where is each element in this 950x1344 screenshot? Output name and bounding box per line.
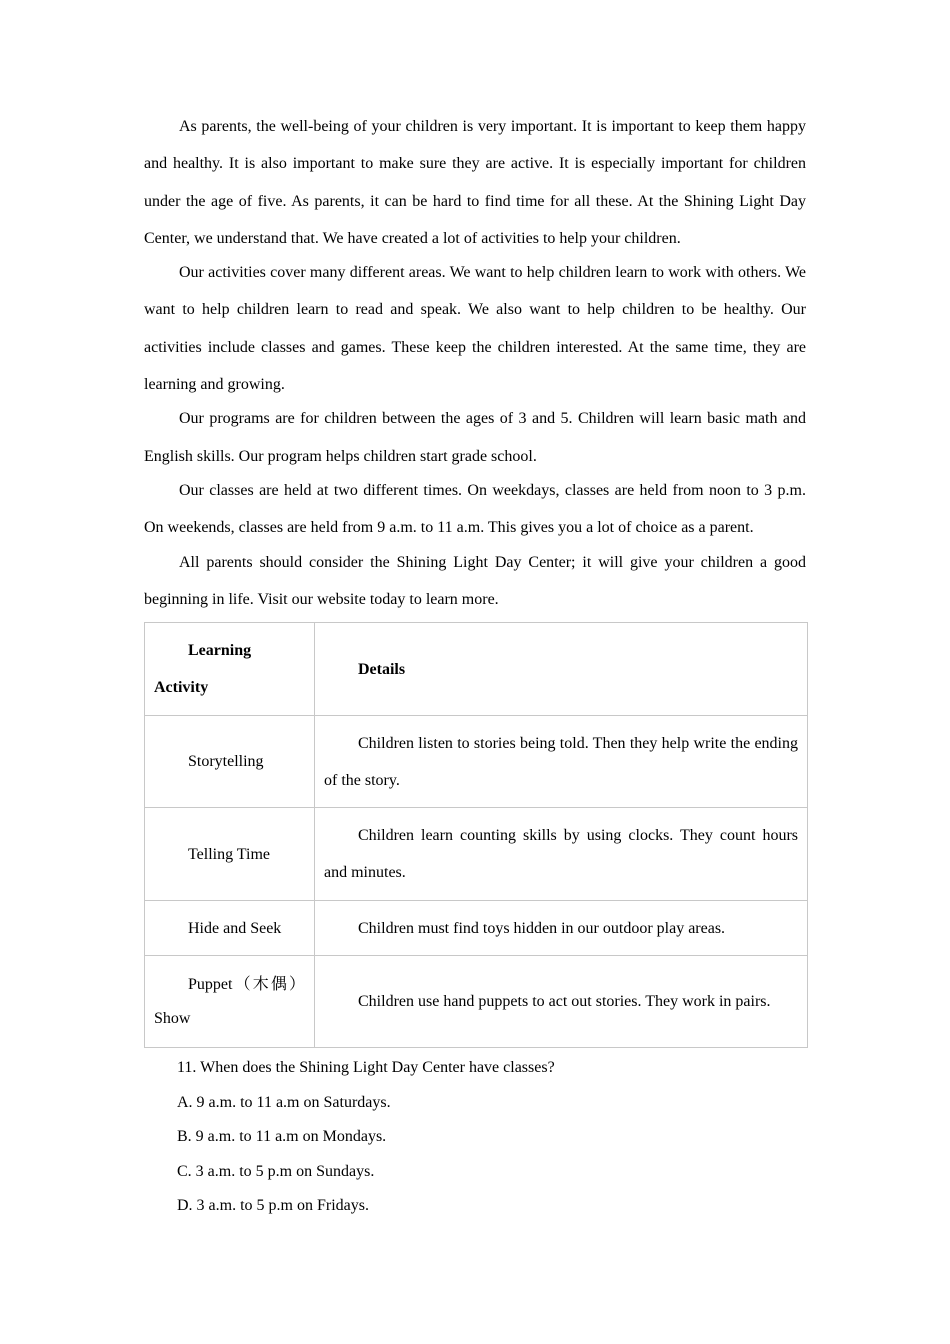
table-row [145,716,808,808]
activity-name: Puppet（木偶）Show [154,975,305,1027]
activity-details: Children use hand puppets to act out stories. They work in pairs. [358,993,771,1011]
answer-option-a[interactable]: A. 9 a.m. to 11 a.m on Saturdays. [177,1093,391,1111]
passage-paragraph-1: As parents, the well-being of your children is very important. It is important to keep them happy and healthy. It is also important to make sure they are active. It is especially important for children under the age of five. As parents, it can be hard to find time for all these. At the Shining Light Day Center, we understand that. We have created a lot of activities to help your children. [144,118,806,247]
passage-paragraph-5: All parents should consider the Shining Light Day Center; it will give your children a good beginning in life. Visit our website today to learn more. [144,553,806,608]
answer-option-c[interactable]: C. 3 a.m. to 5 p.m on Sundays. [177,1162,375,1180]
answer-option-d[interactable]: D. 3 a.m. to 5 p.m on Fridays. [177,1197,369,1215]
table-row [145,956,808,1048]
question-stem: 11. When does the Shining Light Day Center have classes? [177,1059,555,1077]
header-cell [145,623,315,716]
question-block [144,1051,806,1224]
details-cell [315,901,808,956]
passage-paragraph-3: Our programs are for children between the ages of 3 and 5. Children will learn basic math and English skills. Our program helps children start grade school. [144,410,806,465]
header-details: Details [358,660,406,678]
activities-table [144,622,808,1048]
activity-cell [145,901,315,956]
activity-details: Children learn counting skills by using clocks. They count hours and minutes. [324,827,798,882]
activity-name: Hide and Seek [188,919,282,937]
header-cell [315,623,808,716]
passage-paragraph-2: Our activities cover many different areas. We want to help children learn to work with others. We want to help children learn to read and speak. We also want to help children to be healthy. Our activities include classes and games. These keep the children interested. At the same time, they are learning and growing. [144,264,806,394]
details-cell [315,808,808,901]
table-row [145,808,808,901]
activity-cell [145,956,315,1048]
activity-cell [145,808,315,901]
table-row [145,901,808,956]
passage-paragraph-4: Our classes are held at two different times. On weekdays, classes are held from noon to 3 p.m. On weekends, classes are held from 9 a.m. to 11 a.m. This gives you a lot of choice as a parent. [144,481,806,537]
details-cell [315,956,808,1048]
table-header-row [145,623,808,716]
answer-option-b[interactable]: B. 9 a.m. to 11 a.m on Mondays. [177,1128,387,1146]
activity-name: Telling Time [188,845,271,863]
activity-details: Children must find toys hidden in our outdoor play areas. [358,919,726,937]
activity-cell [145,716,315,808]
activity-details: Children listen to stories being told. Then they help write the ending of the story. [324,734,798,789]
document-page [144,108,806,1224]
activity-name: Storytelling [188,753,264,771]
header-learning-activity: Learning Activity [154,642,252,697]
details-cell [315,716,808,808]
